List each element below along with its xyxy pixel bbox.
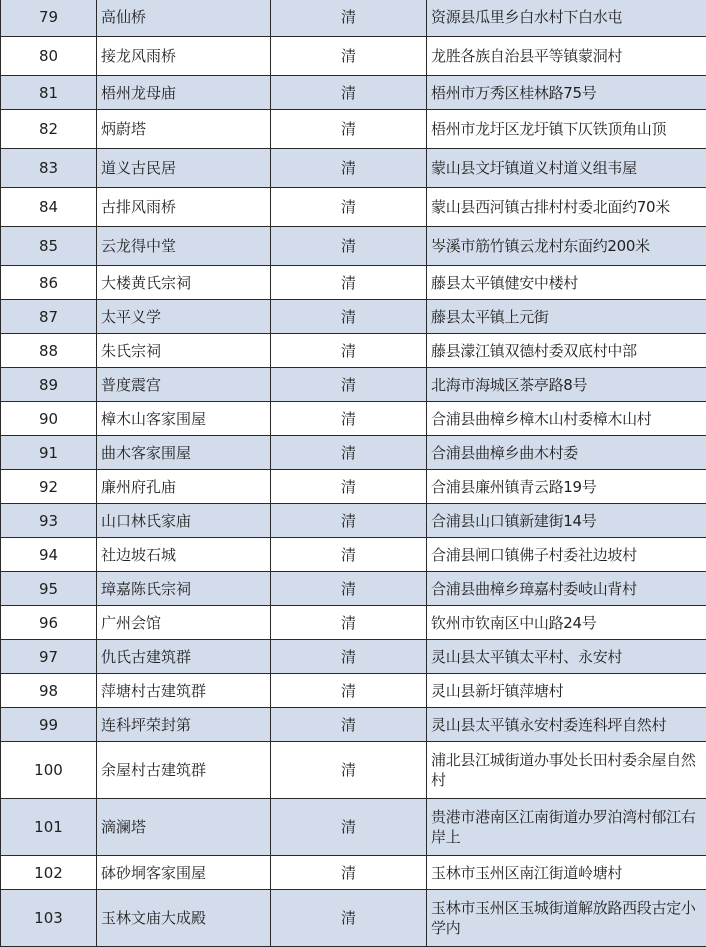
table-row <box>1 0 706 37</box>
site-name-cell: 大楼黄氏宗祠 <box>97 266 271 300</box>
row-number-cell: 93 <box>1 504 97 538</box>
location-cell: 藤县太平镇健安中楼村 <box>427 266 706 300</box>
row-number-cell: 83 <box>1 149 97 188</box>
site-name-cell: 社边坡石城 <box>97 538 271 572</box>
location-cell: 玉林市玉州区南江街道岭塘村 <box>427 856 706 890</box>
row-number-cell: 92 <box>1 470 97 504</box>
era-cell: 清 <box>271 674 427 708</box>
era-cell: 清 <box>271 890 427 947</box>
location-cell: 灵山县太平镇永安村委连科坪自然村 <box>427 708 706 742</box>
table-body <box>1 0 706 947</box>
location-cell: 灵山县太平镇太平村、永安村 <box>427 640 706 674</box>
location-cell: 梧州市万秀区桂林路75号 <box>427 76 706 110</box>
site-name-cell: 砵砂垌客家围屋 <box>97 856 271 890</box>
row-number-cell: 97 <box>1 640 97 674</box>
location-cell: 钦州市钦南区中山路24号 <box>427 606 706 640</box>
row-number-cell: 86 <box>1 266 97 300</box>
era-cell: 清 <box>271 856 427 890</box>
table-row <box>1 799 706 856</box>
location-cell: 合浦县山口镇新建街14号 <box>427 504 706 538</box>
row-number-cell: 94 <box>1 538 97 572</box>
table-row <box>1 227 706 266</box>
site-name-cell: 玉林文庙大成殿 <box>97 890 271 947</box>
row-number-cell: 103 <box>1 890 97 947</box>
table-row <box>1 266 706 300</box>
row-number-cell: 84 <box>1 188 97 227</box>
location-cell: 合浦县曲樟乡璋嘉村委岐山背村 <box>427 572 706 606</box>
row-number-cell: 81 <box>1 76 97 110</box>
location-cell: 灵山县新圩镇萍塘村 <box>427 674 706 708</box>
table-row <box>1 572 706 606</box>
row-number-cell: 100 <box>1 742 97 799</box>
era-cell: 清 <box>271 538 427 572</box>
era-cell: 清 <box>271 149 427 188</box>
site-name-cell: 廉州府孔庙 <box>97 470 271 504</box>
era-cell: 清 <box>271 708 427 742</box>
table-row <box>1 188 706 227</box>
location-cell: 资源县瓜里乡白水村下白水屯 <box>427 0 706 37</box>
era-cell: 清 <box>271 188 427 227</box>
table-row <box>1 742 706 799</box>
table-row <box>1 76 706 110</box>
site-name-cell: 高仙桥 <box>97 0 271 37</box>
era-cell: 清 <box>271 640 427 674</box>
site-name-cell: 云龙得中堂 <box>97 227 271 266</box>
location-cell: 合浦县闸口镇佛子村委社边坡村 <box>427 538 706 572</box>
site-name-cell: 炳蔚塔 <box>97 110 271 149</box>
location-cell: 蒙山县西河镇古排村村委北面约70米 <box>427 188 706 227</box>
table-row <box>1 890 706 947</box>
site-name-cell: 朱氏宗祠 <box>97 334 271 368</box>
row-number-cell: 79 <box>1 0 97 37</box>
location-cell: 北海市海城区茶亭路8号 <box>427 368 706 402</box>
site-name-cell: 道义古民居 <box>97 149 271 188</box>
site-name-cell: 樟木山客家围屋 <box>97 402 271 436</box>
era-cell: 清 <box>271 0 427 37</box>
row-number-cell: 101 <box>1 799 97 856</box>
site-name-cell: 连科坪荣封第 <box>97 708 271 742</box>
location-cell: 合浦县廉州镇青云路19号 <box>427 470 706 504</box>
table-row <box>1 470 706 504</box>
era-cell: 清 <box>271 110 427 149</box>
site-name-cell: 萍塘村古建筑群 <box>97 674 271 708</box>
era-cell: 清 <box>271 436 427 470</box>
table-row <box>1 436 706 470</box>
era-cell: 清 <box>271 572 427 606</box>
table-row <box>1 334 706 368</box>
era-cell: 清 <box>271 799 427 856</box>
site-name-cell: 太平义学 <box>97 300 271 334</box>
row-number-cell: 99 <box>1 708 97 742</box>
era-cell: 清 <box>271 37 427 76</box>
location-cell: 贵港市港南区江南街道办罗泊湾村郁江右岸上 <box>427 799 706 856</box>
row-number-cell: 88 <box>1 334 97 368</box>
table-row <box>1 300 706 334</box>
site-name-cell: 古排风雨桥 <box>97 188 271 227</box>
row-number-cell: 96 <box>1 606 97 640</box>
site-name-cell: 山口林氏家庙 <box>97 504 271 538</box>
site-name-cell: 余屋村古建筑群 <box>97 742 271 799</box>
location-cell: 玉林市玉州区玉城街道解放路西段古定小学内 <box>427 890 706 947</box>
location-cell: 合浦县曲樟乡曲木村委 <box>427 436 706 470</box>
table-row <box>1 606 706 640</box>
era-cell: 清 <box>271 504 427 538</box>
table-row <box>1 37 706 76</box>
era-cell: 清 <box>271 300 427 334</box>
table-row <box>1 538 706 572</box>
row-number-cell: 95 <box>1 572 97 606</box>
table-row <box>1 368 706 402</box>
row-number-cell: 90 <box>1 402 97 436</box>
location-cell: 藤县太平镇上元街 <box>427 300 706 334</box>
site-name-cell: 滴澜塔 <box>97 799 271 856</box>
table-row <box>1 149 706 188</box>
table-row <box>1 708 706 742</box>
site-name-cell: 普度震宫 <box>97 368 271 402</box>
row-number-cell: 82 <box>1 110 97 149</box>
table-row <box>1 504 706 538</box>
site-name-cell: 仇氏古建筑群 <box>97 640 271 674</box>
era-cell: 清 <box>271 742 427 799</box>
table-row <box>1 402 706 436</box>
row-number-cell: 91 <box>1 436 97 470</box>
location-cell: 龙胜各族自治县平等镇蒙洞村 <box>427 37 706 76</box>
row-number-cell: 80 <box>1 37 97 76</box>
era-cell: 清 <box>271 606 427 640</box>
table-row <box>1 640 706 674</box>
era-cell: 清 <box>271 368 427 402</box>
row-number-cell: 85 <box>1 227 97 266</box>
row-number-cell: 102 <box>1 856 97 890</box>
table-row <box>1 110 706 149</box>
era-cell: 清 <box>271 76 427 110</box>
era-cell: 清 <box>271 402 427 436</box>
site-name-cell: 接龙风雨桥 <box>97 37 271 76</box>
era-cell: 清 <box>271 470 427 504</box>
row-number-cell: 98 <box>1 674 97 708</box>
location-cell: 浦北县江城街道办事处长田村委余屋自然村 <box>427 742 706 799</box>
row-number-cell: 87 <box>1 300 97 334</box>
location-cell: 合浦县曲樟乡樟木山村委樟木山村 <box>427 402 706 436</box>
era-cell: 清 <box>271 266 427 300</box>
location-cell: 藤县濛江镇双德村委双底村中部 <box>427 334 706 368</box>
location-cell: 蒙山县文圩镇道义村道义组韦屋 <box>427 149 706 188</box>
table-row <box>1 856 706 890</box>
row-number-cell: 89 <box>1 368 97 402</box>
site-name-cell: 梧州龙母庙 <box>97 76 271 110</box>
site-name-cell: 曲木客家围屋 <box>97 436 271 470</box>
location-cell: 岑溪市筋竹镇云龙村东面约200米 <box>427 227 706 266</box>
site-name-cell: 广州会馆 <box>97 606 271 640</box>
table-row <box>1 674 706 708</box>
era-cell: 清 <box>271 334 427 368</box>
era-cell: 清 <box>271 227 427 266</box>
site-name-cell: 璋嘉陈氏宗祠 <box>97 572 271 606</box>
location-cell: 梧州市龙圩区龙圩镇下仄铁顶角山顶 <box>427 110 706 149</box>
